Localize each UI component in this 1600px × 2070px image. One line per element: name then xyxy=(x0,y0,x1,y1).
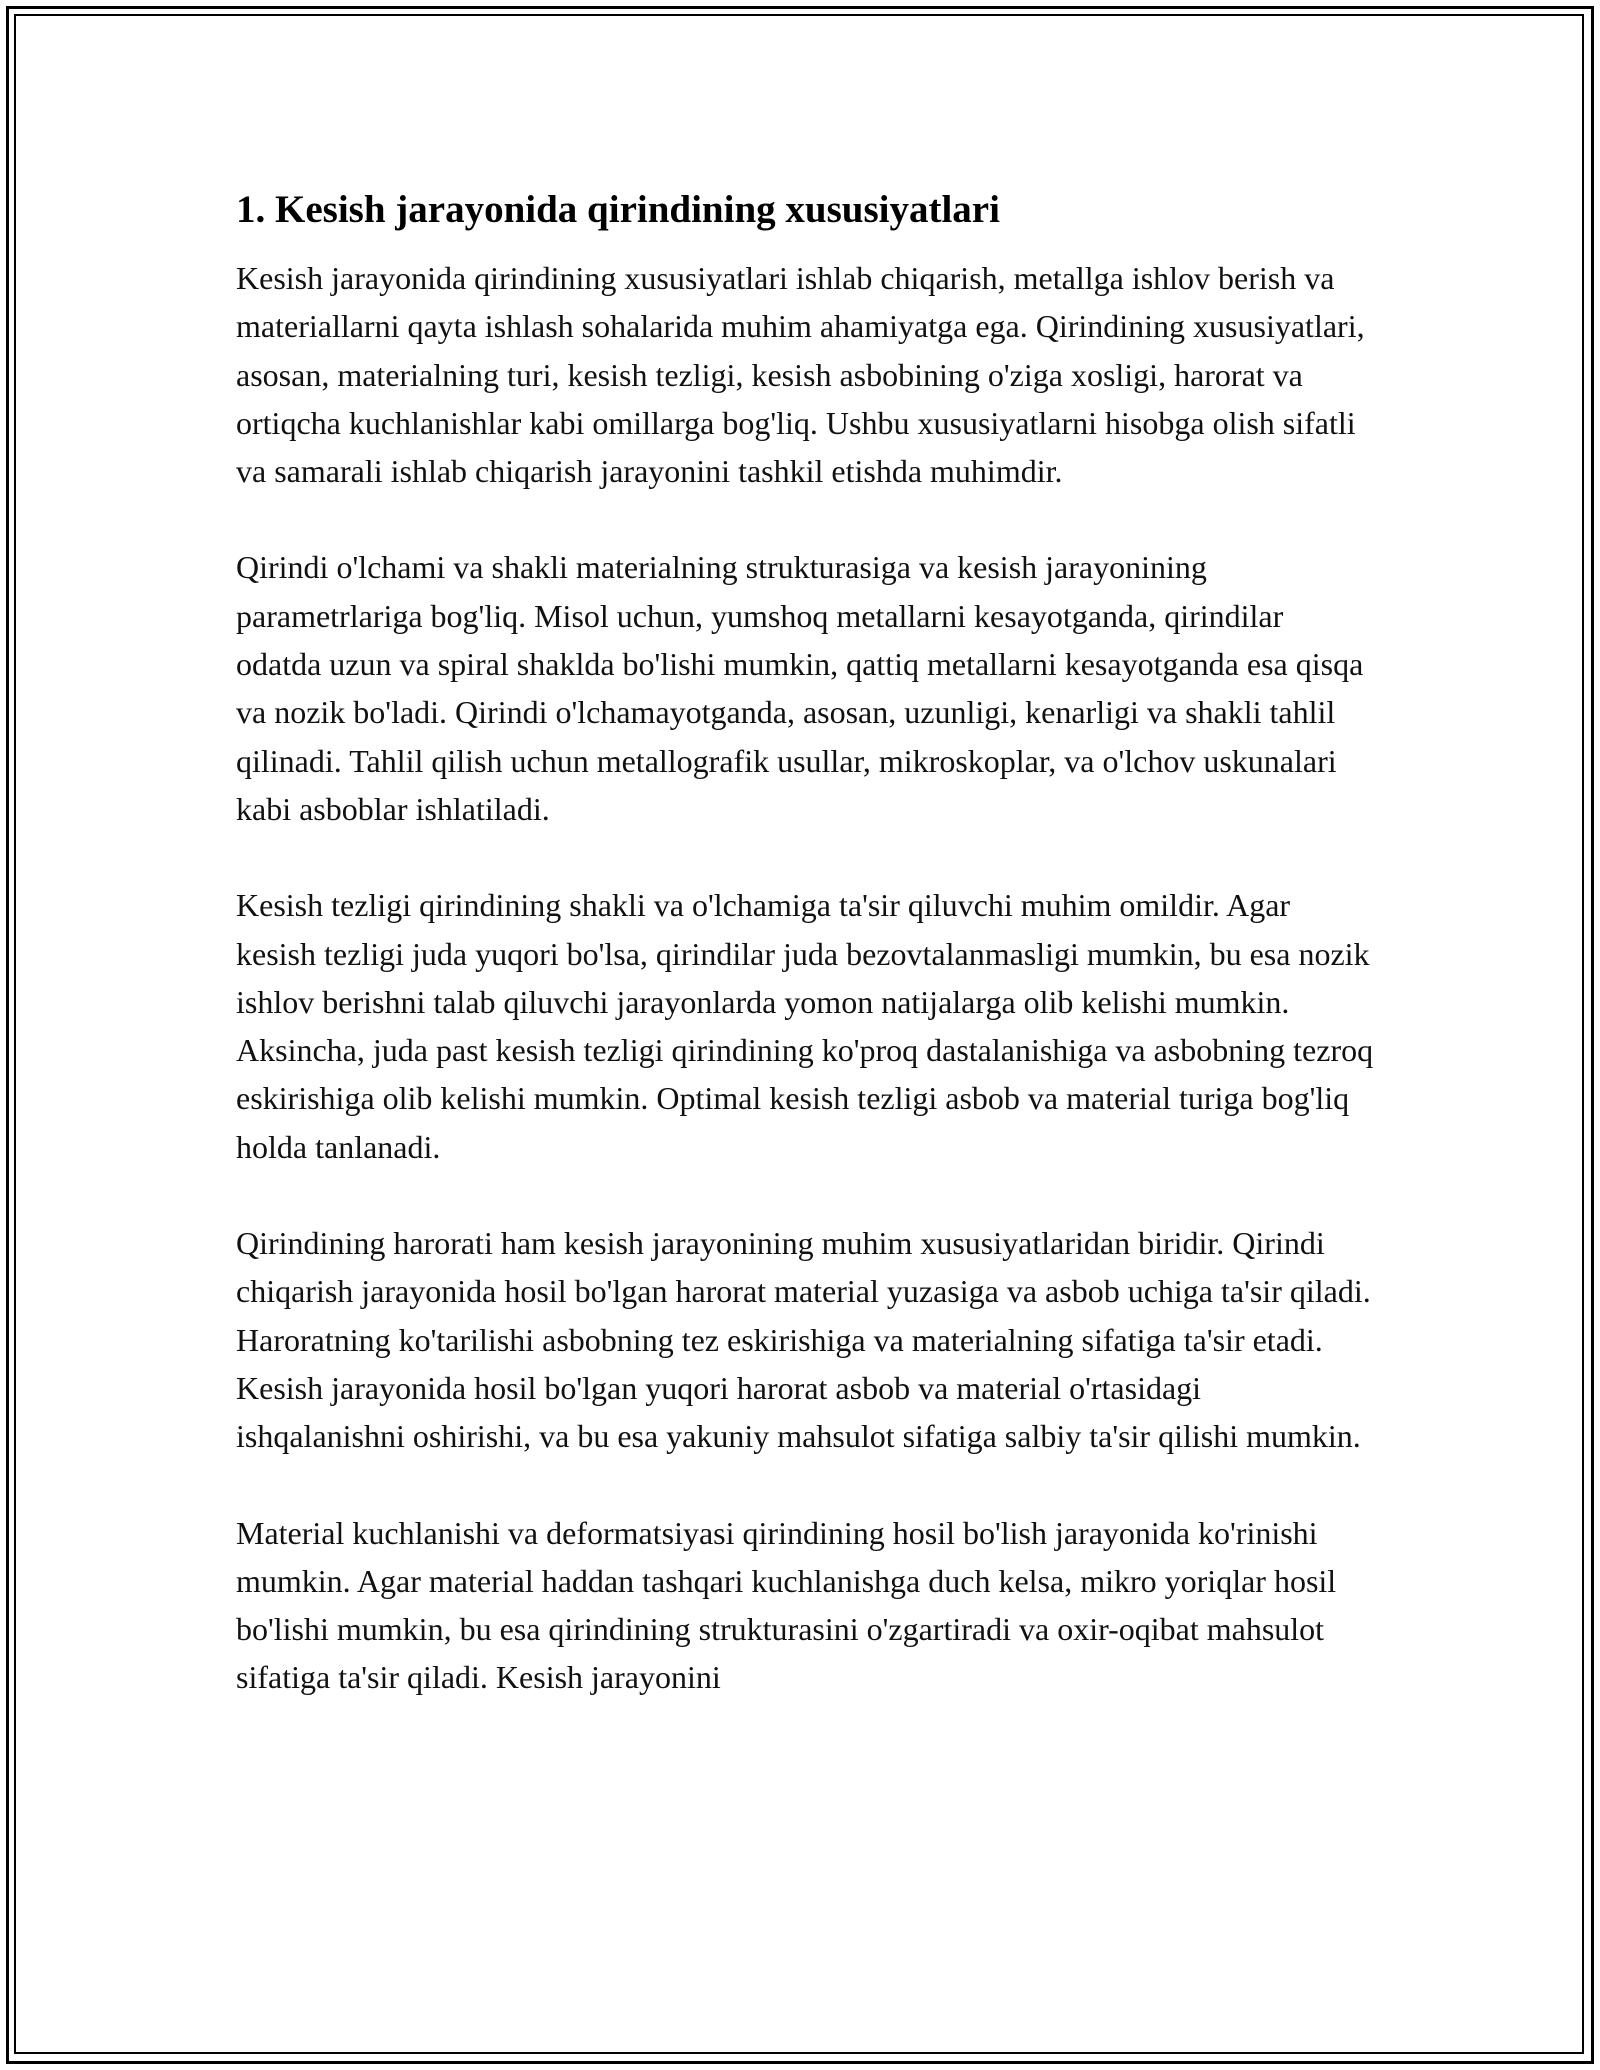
paragraph-5: Material kuchlanishi va deformatsiyasi qirindining hosil bo'lish jarayonida ko'rinishi mumkin. Agar material haddan tashqari kuchlanishga duch kelsa, mikro yoriqlar hosil bo'lishi mumkin, bu esa qirindining strukturasini o'zgartiradi va oxir-oqibat mahsulot sifatiga ta'sir qiladi. Kesish jarayonini xyxy=(236,1514,1337,1696)
paragraph-1: Kesish jarayonida qirindining xususiyatlari ishlab chiqarish, metallga ishlov berish va materiallarni qayta ishlash sohalarida muhim ahamiyatga ega. Qirindining xususiyatlari, asosan, materialning turi, kesish tezligi, kesish asbobining o'ziga xosligi, harorat va ortiqcha kuchlanishlar kabi omillarga bog'liq. Ushbu xususiyatlarni hisobga olish sifatli va samarali ishlab chiqarish jarayonini tashkil etishda muhimdir. xyxy=(236,260,1365,490)
paragraph-4: Qirindining harorati ham kesish jarayonining muhim xususiyatlaridan biridir. Qirindi chiqarish jarayonida hosil bo'lgan harorat material yuzasiga va asbob uchiga ta'sir qiladi. Haroratning ko'tarilishi asbobning tez eskirishiga va materialning sifatiga ta'sir etadi. Kesish jarayonida hosil bo'lgan yuqori harorat asbob va material o'rtasidagi ishqalanishni oshirishi, va bu esa yakuniy mahsulot sifatiga salbiy ta'sir qilishi mumkin. xyxy=(236,1225,1371,1455)
section-heading: 1. Kesish jarayonida qirindining xususiyatlari xyxy=(236,188,1000,231)
paragraph-2: Qirindi o'lchami va shakli materialning strukturasiga va kesish jarayonining parametrlariga bog'liq. Misol uchun, yumshoq metallarni kesayotganda, qirindilar odatda uzun va spiral shaklda bo'lishi mumkin, qattiq metallarni kesayotganda esa qisqa va nozik bo'ladi. Qirindi o'lchamayotganda, asosan, uzunligi, kenarligi va shakli tahlil qilinadi. Tahlil qilish uchun metallografik usullar, mikroskoplar, va o'lchov uskunalari kabi asboblar ishlatiladi. xyxy=(236,549,1364,827)
paragraph-3: Kesish tezligi qirindining shakli va o'lchamiga ta'sir qiluvchi muhim omildir. Agar kesish tezligi juda yuqori bo'lsa, qirindilar juda bezovtalanmasligi mumkin, bu esa nozik ishlov berishni talab qiluvchi jarayonlarda yomon natijalarga olib kelishi mumkin. Aksincha, juda past kesish tezligi qirindining ko'proq dastalanishiga va asbobning tezroq eskirishiga olib kelishi mumkin. Optimal kesish tezligi asbob va material turiga bog'liq holda tanlanadi. xyxy=(236,887,1374,1165)
document-body xyxy=(236,186,1376,1750)
